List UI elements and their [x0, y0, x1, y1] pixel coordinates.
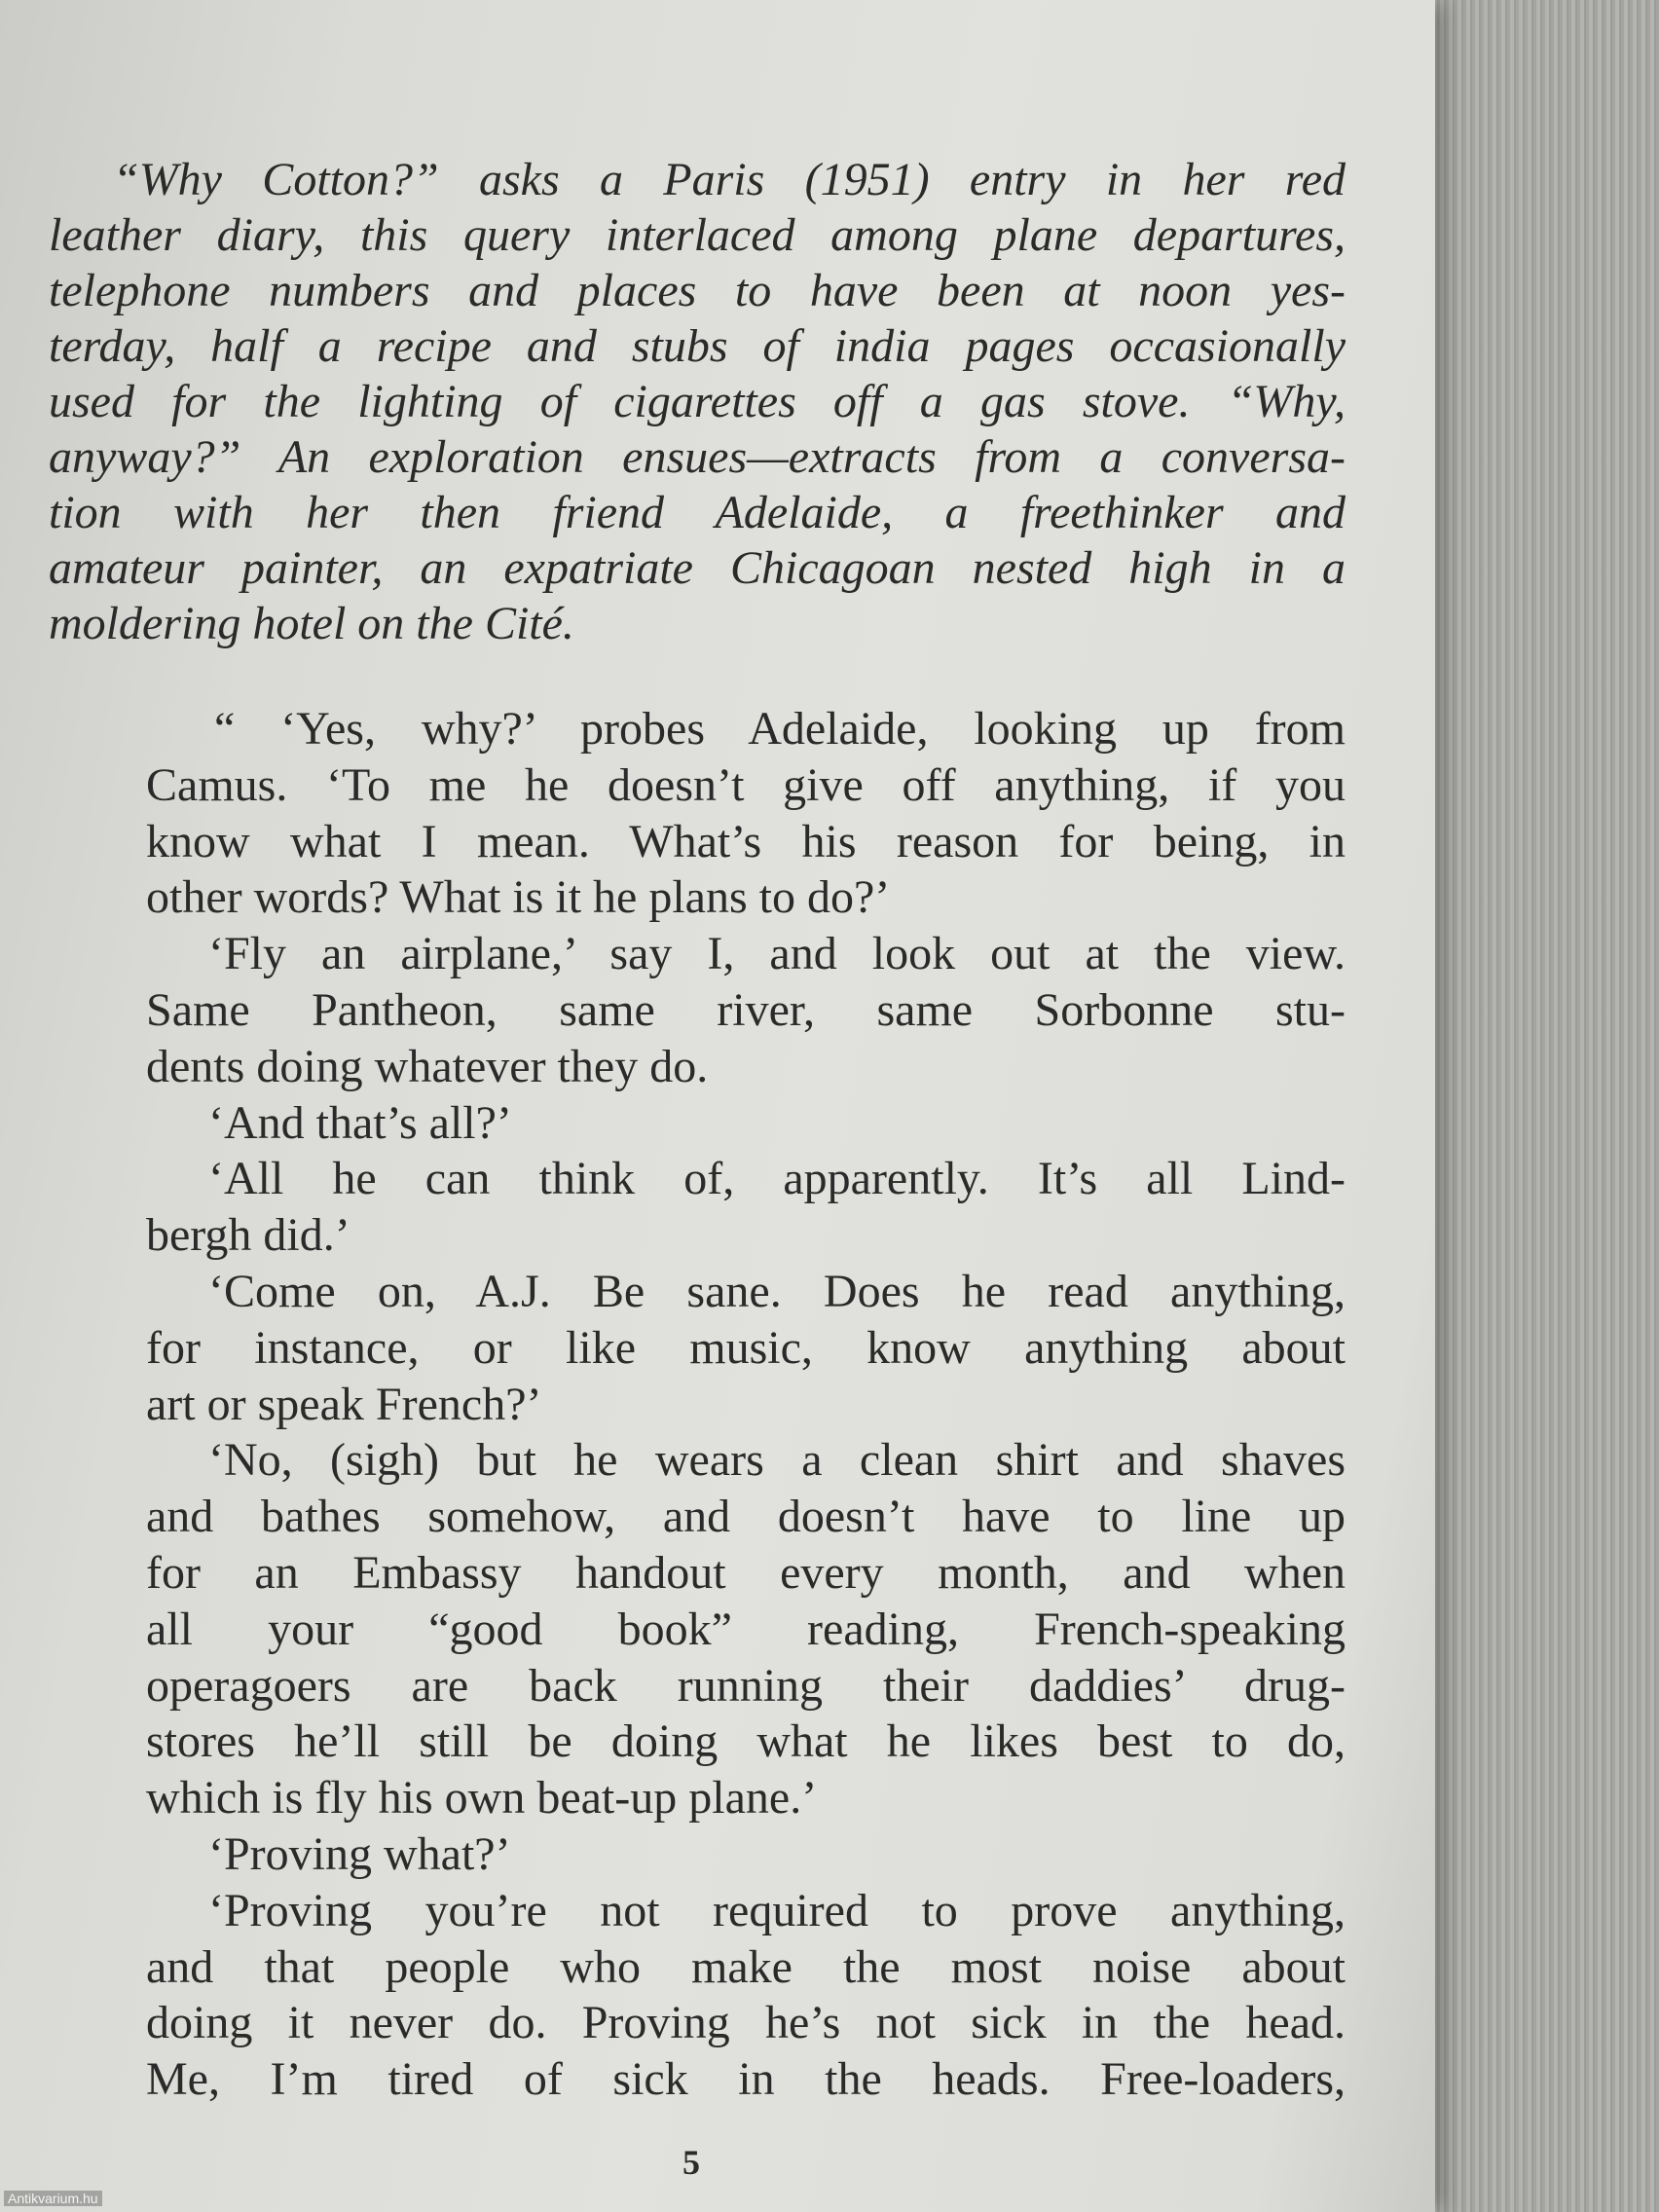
dialogue-line: Camus. ‘To me he doesn’t give off anything, if you [146, 758, 1346, 811]
dialogue-line: art or speak French?’ [146, 1378, 542, 1430]
intro-line: anyway?” An exploration ensues—extracts from a conversa- [49, 431, 1346, 483]
dialogue-line: and bathes somehow, and doesn’t have to line up [146, 1491, 1346, 1543]
intro-line: used for the lighting of cigarettes off a gas stove. “Why, [49, 376, 1346, 427]
intro-line: terday, half a recipe and stubs of india pages occasionally [49, 320, 1346, 372]
dialogue-line: “ ‘Yes, why?’ probes Adelaide, looking up from [214, 703, 1346, 755]
dialogue-line: ‘And that’s all?’ [208, 1096, 512, 1149]
dialogue-line: operagoers are back running their daddies’ drug- [146, 1659, 1346, 1712]
dialogue-line: bergh did.’ [146, 1209, 350, 1262]
intro-line: tion with her then friend Adelaide, a freethinker and [49, 487, 1346, 538]
dialogue-line: know what I mean. What’s his reason for being, in [146, 815, 1346, 867]
watermark: Antikvarium.hu [4, 2191, 102, 2206]
dialogue-line: Me, I’m tired of sick in the heads. Free-loaders, [146, 2053, 1346, 2106]
dialogue-line: and that people who make the most noise about [146, 1940, 1346, 1993]
dialogue-line: which is fly his own beat-up plane.’ [146, 1772, 818, 1825]
dialogue-line: dents doing whatever they do. [146, 1040, 709, 1092]
intro-paragraph [49, 152, 1346, 651]
dialogue-line: stores he’ll still be doing what he likes best to do, [146, 1715, 1346, 1768]
intro-line: telephone numbers and places to have been at noon yes- [49, 265, 1346, 316]
dialogue-line: Same Pantheon, same river, same Sorbonne stu- [146, 983, 1346, 1036]
book-page-edges [1437, 0, 1659, 2212]
dialogue-line: other words? What is it he plans to do?’ [146, 871, 891, 924]
dialogue-line: for instance, or like music, know anything about [146, 1321, 1346, 1374]
dialogue-block [146, 701, 1346, 2108]
intro-line: “Why Cotton?” asks a Paris (1951) entry in her red [113, 154, 1346, 205]
dialogue-line: ‘Fly an airplane,’ say I, and look out at the view. [208, 928, 1346, 980]
dialogue-line: ‘Proving you’re not required to prove anything, [208, 1884, 1346, 1936]
dialogue-line: for an Embassy handout every month, and when [146, 1546, 1346, 1599]
dialogue-line: ‘All he can think of, apparently. It’s all Lind- [208, 1153, 1346, 1205]
intro-line: moldering hotel on the Cité. [49, 598, 574, 649]
dialogue-line: ‘No, (sigh) but he wears a clean shirt and shaves [208, 1434, 1346, 1487]
dialogue-line: all your “good book” reading, French-speaking [146, 1603, 1346, 1655]
intro-line: leather diary, this query interlaced among plane departures, [49, 209, 1346, 261]
page-number: 5 [682, 2143, 700, 2182]
dialogue-line: doing it never do. Proving he’s not sick in the head. [146, 1997, 1346, 2049]
intro-line: amateur painter, an expatriate Chicagoan nested high in a [49, 542, 1346, 594]
dialogue-line: ‘Come on, A.J. Be sane. Does he read anything, [208, 1265, 1346, 1317]
dialogue-line: ‘Proving what?’ [208, 1827, 511, 1880]
